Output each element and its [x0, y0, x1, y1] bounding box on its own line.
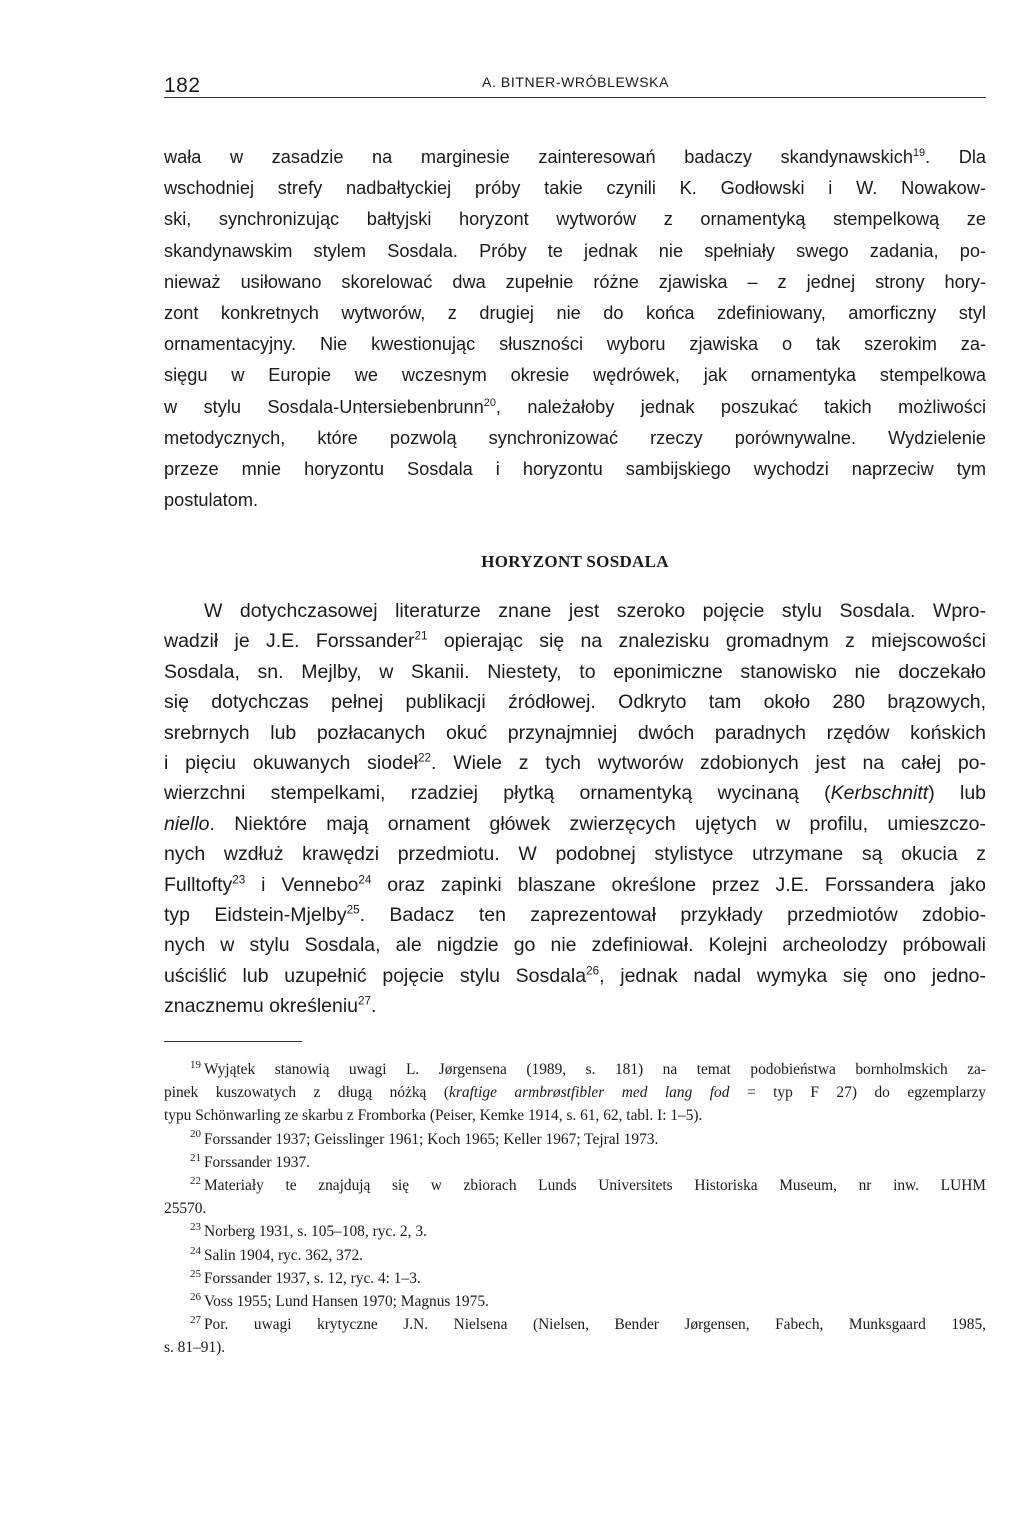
- text-line: Sosdala, sn. Mejlby, w Skanii. Niestety, to eponimiczne stanowisko nie doczekało: [164, 660, 986, 683]
- footnote-25: $^{25}$ Forssander 1937, s. 12, ryc. 4: 1–3.: [190, 1267, 421, 1287]
- footnote-19-cont: pinek kuszowatych z długą nóżką (kraftige armbrøstfibler med lang fod = typ F 27) do egzemplarzy: [164, 1084, 986, 1102]
- text-line: w stylu Sosdala-Untersiebenbrunn$^{20}$, należałoby jednak poszukać takich możliwości: [164, 396, 986, 417]
- footnote-27-cont: s. 81–91).: [164, 1339, 226, 1357]
- text-line: sięgu w Europie we wczesnym okresie wędrówek, jak ornamentyka stempelkowa: [164, 365, 986, 386]
- text-line: się dotychczas pełnej publikacji źródłowej. Odkryto tam około 280 brązowych,: [164, 691, 986, 714]
- footnotes: [164, 1058, 986, 1360]
- footnote-26: $^{26}$ Voss 1955; Lund Hansen 1970; Magnus 1975.: [190, 1290, 489, 1311]
- text-line: zont konkretnych wytworów, z drugiej nie do końca zdefiniowany, amorficzny styl: [164, 303, 986, 324]
- footnote-ref[interactable]: 25: [346, 903, 360, 917]
- footnote-19-cont: typu Schönwarling ze skarbu z Fromborka (Peiser, Kemke 1914, s. 61, 62, tabl. I: 1–5).: [164, 1107, 703, 1125]
- footnote-22-cont: 25570.: [164, 1200, 207, 1218]
- text-line: wadził je J.E. Forssander$^{21}$ opierając się na znalezisku gromadnym z miejscowości: [164, 629, 986, 653]
- text-line: wała w zasadzie na marginesie zainteresowań badaczy skandynawskich$^{19}$. Dla: [164, 146, 986, 167]
- text-line: Fulltofty$^{23}$ i Vennebo$^{24}$ oraz zapinki blaszane określone przez J.E. Forssandera jako: [164, 873, 986, 896]
- text-line: ski, synchronizując bałtyjski horyzont wytworów z ornamentyką stempelkową ze: [164, 209, 986, 230]
- footnote-ref[interactable]: 19: [912, 146, 926, 159]
- footnote-19: $^{19}$ Wyjątek stanowią uwagi L. Jørgensena (1989, s. 181) na temat podobieństwa bornholmskich za-: [190, 1058, 986, 1078]
- text-line: typ Eidstein-Mjelby$^{25}$. Badacz ten zaprezentował przykłady przedmiotów zdobio-: [164, 903, 986, 927]
- text-line: wierzchni stempelkami, rzadziej płytką ornamentyką wycinaną (Kerbschnitt) lub: [164, 782, 987, 805]
- footnote-rule: [164, 1041, 302, 1042]
- text-line: nych wzdłuż krawędzi przedmiotu. W podobnej stylistyce utrzymane są okucia z: [164, 843, 986, 866]
- running-head-author: A. BITNER-WRÓBLEWSKA: [482, 74, 670, 90]
- text-line: metodycznych, które pozwolą synchronizować rzeczy porównywalne. Wydzielenie: [164, 427, 986, 448]
- text-line: W dotychczasowej literaturze znane jest szeroko pojęcie stylu Sosdala. Wpro-: [204, 600, 986, 622]
- text-line: ornamentacyjny. Nie kwestionując słuszności wyboru zjawiska o tak szerokim za-: [164, 334, 986, 355]
- footnote-ref[interactable]: 26: [586, 964, 600, 978]
- paragraph-sosdala: [164, 596, 986, 1022]
- footnote-23: $^{23}$ Norberg 1931, s. 105–108, ryc. 2, 3.: [190, 1221, 427, 1241]
- text-line: i pięciu okuwanych siodeł$^{22}$. Wiele z tych wytworów zdobionych jest na całej po-: [164, 751, 986, 775]
- text-line: uściślić lub uzupełnić pojęcie stylu Sosdala$^{26}$, jednak nadal wymyka się ono jedno-: [164, 964, 986, 987]
- footnote-ref[interactable]: 27: [358, 994, 372, 1008]
- header-rule: [164, 97, 986, 98]
- text-line: nych w stylu Sosdala, ale nigdzie go nie zdefiniował. Kolejni archeolodzy próbowali: [164, 934, 986, 957]
- footnote-ref[interactable]: 21: [414, 629, 428, 643]
- footnote-20: $^{20}$ Forssander 1937; Geisslinger 1961; Koch 1965; Keller 1967; Tejral 1973.: [190, 1128, 659, 1148]
- page-header: [164, 66, 986, 100]
- text-line: przeze mnie horyzontu Sosdala i horyzontu sambijskiego wychodzi naprzeciw tym: [164, 459, 986, 480]
- text-line: znacznemu określeniu$^{27}$.: [164, 994, 377, 1018]
- text-line: skandynawskim stylem Sosdala. Próby te jednak nie spełniały swego zadania, po-: [164, 240, 986, 261]
- footnote-ref[interactable]: 23: [232, 873, 246, 887]
- footnote-ref[interactable]: 20: [483, 396, 496, 409]
- footnote-27: $^{27}$ Por. uwagi krytyczne J.N. Nielsena (Nielsen, Bender Jørgensen, Fabech, Munksgaard 1985,: [190, 1314, 986, 1334]
- footnote-22: $^{22}$ Materiały te znajdują się w zbiorach Lunds Universitets Historiska Museum, nr inw. LUHM: [190, 1174, 986, 1195]
- text-line: wschodniej strefy nadbałtyckiej próby takie czynili K. Godłowski i W. Nowakow-: [164, 178, 986, 199]
- footnote-21: $^{21}$ Forssander 1937.: [190, 1151, 311, 1171]
- footnote-ref[interactable]: 24: [358, 873, 372, 887]
- text-line: niello. Niektóre mają ornament główek zwierzęcych ujętych w profilu, umieszczo-: [164, 812, 986, 835]
- paragraph-continuation: [164, 142, 986, 516]
- text-line: postulatom.: [164, 490, 259, 511]
- footnote-ref[interactable]: 22: [418, 751, 432, 765]
- section-heading: HORYZONT SOSDALA: [481, 552, 669, 571]
- footnote-24: $^{24}$ Salin 1904, ryc. 362, 372.: [190, 1244, 364, 1264]
- text-line: nieważ usiłowano skorelować dwa zupełnie różne zjawiska – z jednej strony hory-: [164, 271, 986, 292]
- text-line: srebrnych lub pozłacanych okuć przynajmniej dwóch paradnych rzędów końskich: [164, 721, 986, 744]
- page-number: 182: [164, 74, 201, 97]
